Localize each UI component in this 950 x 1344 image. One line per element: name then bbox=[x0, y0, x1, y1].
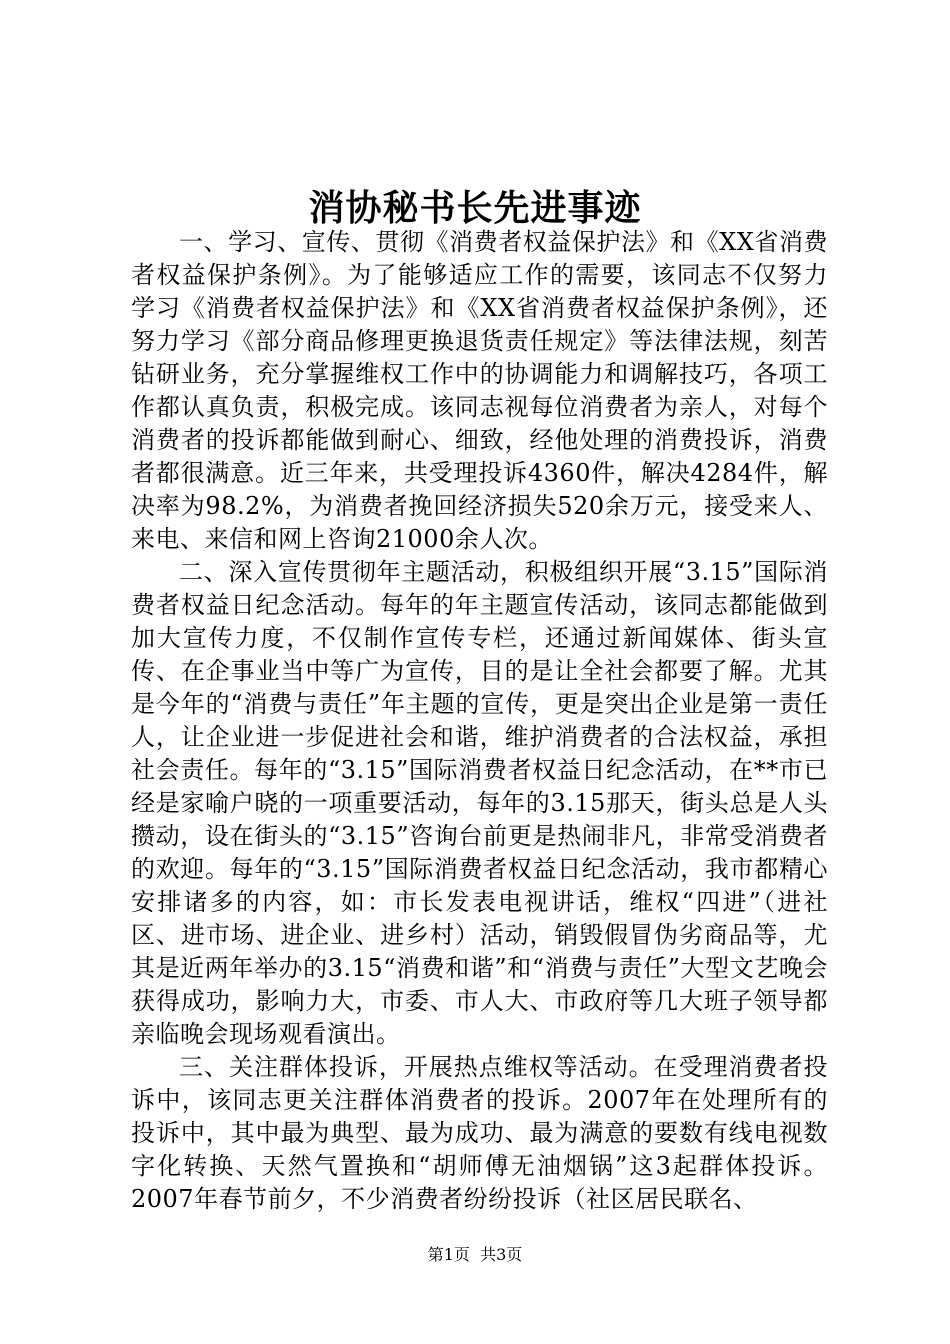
page-number: 第1页 bbox=[427, 1245, 470, 1264]
page-total: 共3页 bbox=[480, 1245, 523, 1264]
paragraph-1: 一、学习、宣传、贯彻《消费者权益保护法》和《XX省消费者权益保护条例》。为了能够适应工作的需要，该同志不仅努力学习《消费者权益保护法》和《XX省消费者权益保护条例》，还努力学习《部分商品修理更换退货责任规定》等法律法规，刻苦钻研业务，充分掌握维权工作中的协调能力和调解技巧，各项工作都认真负责，积极完成。该同志视每位消费者为亲人，对每个消费者的投诉都能做到耐心、细致，经他处理的消费投诉，消费者都很满意。近三年来，共受理投诉4360件，解决4284件，解决率为98.2%，为消费者挽回经济损失520余万元，接受来人、来电、来信和网上咨询21000余人次。 bbox=[131, 228, 828, 553]
paragraph-3: 三、关注群体投诉，开展热点维权等活动。在受理消费者投诉中，该同志更关注群体消费者的投诉。2007年在处理所有的投诉中，其中最为典型、最为成功、最为满意的要数有线电视数字化转换、天然气置换和“胡师傅无油烟锅”这3起群体投诉。2007年春节前夕，不少消费者纷纷投诉（社区居民联名、 bbox=[131, 1053, 828, 1213]
document-body bbox=[131, 226, 828, 1216]
page-footer bbox=[0, 1244, 950, 1266]
document-title: 消协秘书长先进事迹 bbox=[308, 187, 642, 229]
footer-separator bbox=[470, 1245, 480, 1264]
paragraph-2: 二、深入宣传贯彻年主题活动，积极组织开展“3.15”国际消费者权益日纪念活动。每年的年主题宣传活动，该同志都能做到加大宣传力度，不仅制作宣传专栏，还通过新闻媒体、街头宣传、在企事业当中等广为宣传，目的是让全社会都要了解。尤其是今年的“消费与责任”年主题的宣传，更是突出企业是第一责任人，让企业进一步促进社会和谐，维护消费者的合法权益，承担社会责任。每年的“3.15”国际消费者权益日纪念活动，在**市已经是家喻户晓的一项重要活动，每年的3.15那天，街头总是人头攒动，设在街头的“3.15”咨询台前更是热闹非凡，非常受消费者的欢迎。每年的“3.15”国际消费者权益日纪念活动，我市都精心安排诸多的内容，如：市长发表电视讲话，维权“四进”（进社区、进市场、进企业、进乡村）活动，销毁假冒伪劣商品等，尤其是近两年举办的3.15“消费和谐”和“消费与责任”大型文艺晚会获得成功，影响力大，市委、市人大、市政府等几大班子领导都亲临晚会现场观看演出。 bbox=[131, 558, 828, 1048]
